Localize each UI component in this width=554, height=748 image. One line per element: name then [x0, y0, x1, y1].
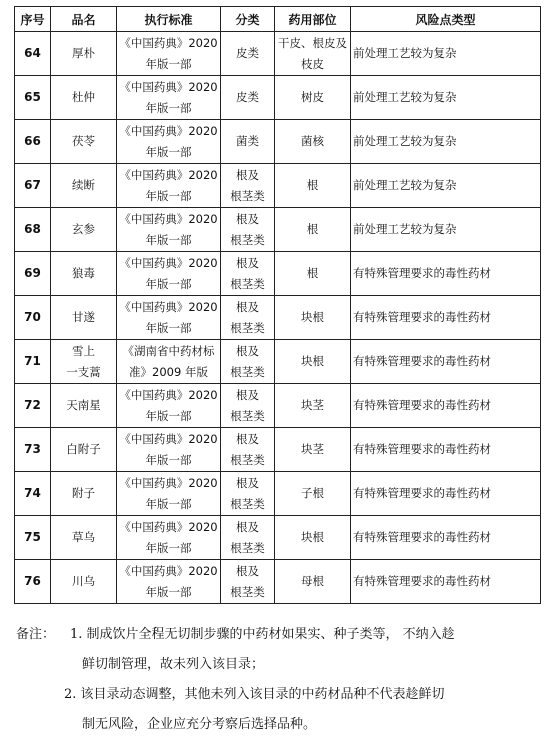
- note-2-text-a: 2. 该目录动态调整，其他未列入该目录的中药材品种不代表趁鲜切: [64, 687, 445, 702]
- note-1-line-2: [16, 650, 546, 680]
- header-part: 药用部位: [275, 7, 351, 32]
- cell-part: [275, 428, 351, 472]
- cell-standard: [117, 296, 221, 340]
- cell-standard-line: 《湖南省中药材标: [122, 343, 215, 358]
- cell-part: [275, 296, 351, 340]
- cell-name: [51, 120, 117, 164]
- cell-name: [51, 384, 117, 428]
- cell-part-line: 根: [306, 178, 319, 192]
- cell-part: [275, 120, 351, 164]
- cell-part-line: 块根: [301, 354, 324, 368]
- cell-part-line: 树皮: [301, 90, 324, 104]
- cell-name: [51, 472, 117, 516]
- cell-risk: 前处理工艺较为复杂: [351, 32, 541, 76]
- cell-category-line: 根及: [236, 299, 259, 314]
- cell-risk: 有特殊管理要求的毒性药材: [351, 560, 541, 604]
- cell-category-line: 根茎类: [230, 232, 265, 247]
- table-row: [15, 252, 541, 296]
- cell-category-line: 根及: [236, 387, 259, 402]
- cell-standard-line: 《中国药典》2020: [119, 431, 218, 446]
- cell-name-line: 天南星: [66, 398, 101, 412]
- cell-risk: 有特殊管理要求的毒性药材: [351, 340, 541, 384]
- note-2-line-1: [16, 680, 546, 710]
- cell-no: 67: [15, 164, 51, 208]
- header-name: 品名: [51, 7, 117, 32]
- cell-standard: [117, 516, 221, 560]
- table-body: [15, 32, 541, 604]
- cell-category: [221, 472, 275, 516]
- cell-no: 66: [15, 120, 51, 164]
- cell-name: [51, 32, 117, 76]
- cell-part-line: 根: [306, 266, 319, 280]
- cell-risk: 有特殊管理要求的毒性药材: [351, 472, 541, 516]
- cell-standard: [117, 120, 221, 164]
- cell-name: [51, 560, 117, 604]
- cell-standard: [117, 76, 221, 120]
- cell-standard-line: 《中国药典》2020: [119, 35, 218, 50]
- table-row: [15, 76, 541, 120]
- cell-category-line: 根茎类: [230, 408, 265, 423]
- cell-risk: 前处理工艺较为复杂: [351, 208, 541, 252]
- cell-standard: [117, 340, 221, 384]
- cell-risk: 有特殊管理要求的毒性药材: [351, 516, 541, 560]
- cell-category-line: 根及: [236, 431, 259, 446]
- note-1-text-a: 1. 制成饮片全程无切制步骤的中药材如果实、种子类等， 不纳入趁: [70, 627, 455, 642]
- cell-risk: 有特殊管理要求的毒性药材: [351, 384, 541, 428]
- cell-part-line: 根: [306, 222, 319, 236]
- note-2-text-b: 制无风险，企业应充分考察后选择品种。: [82, 717, 317, 732]
- table-row: [15, 384, 541, 428]
- cell-name: [51, 516, 117, 560]
- cell-name-line: 厚朴: [72, 46, 95, 60]
- cell-standard-line: 《中国药典》2020: [119, 79, 218, 94]
- cell-category-line: 根茎类: [230, 188, 265, 203]
- cell-standard-line: 《中国药典》2020: [119, 123, 218, 138]
- cell-standard: [117, 560, 221, 604]
- cell-risk: 前处理工艺较为复杂: [351, 120, 541, 164]
- cell-standard-line: 年版一部: [145, 276, 192, 291]
- header-risk: 风险点类型: [351, 7, 541, 32]
- cell-category: [221, 340, 275, 384]
- cell-standard-line: 《中国药典》2020: [119, 387, 218, 402]
- table-row: [15, 296, 541, 340]
- cell-part: [275, 340, 351, 384]
- cell-name-line: 杜仲: [72, 90, 95, 104]
- cell-no: 71: [15, 340, 51, 384]
- cell-category-line: 根及: [236, 211, 259, 226]
- cell-part: [275, 164, 351, 208]
- table-row: [15, 472, 541, 516]
- cell-name-line: 草乌: [72, 530, 95, 544]
- header-standard: 执行标准: [117, 7, 221, 32]
- cell-part: [275, 76, 351, 120]
- cell-part: [275, 208, 351, 252]
- cell-name: [51, 428, 117, 472]
- document: [14, 6, 540, 604]
- cell-part: [275, 472, 351, 516]
- cell-no: 73: [15, 428, 51, 472]
- table-row: [15, 32, 541, 76]
- cell-part-line: 块茎: [301, 442, 324, 456]
- cell-part-line: 菌核: [301, 134, 324, 148]
- cell-standard-line: 年版一部: [145, 408, 192, 423]
- note-1-text-b: 鲜切制管理，故未列入该目录；: [82, 657, 265, 672]
- cell-category-line: 根茎类: [230, 276, 265, 291]
- cell-risk: 有特殊管理要求的毒性药材: [351, 252, 541, 296]
- cell-standard-line: 《中国药典》2020: [119, 167, 218, 182]
- cell-category-line: 皮类: [236, 90, 259, 104]
- table-row: [15, 560, 541, 604]
- herb-table: [14, 6, 541, 604]
- cell-category-line: 根及: [236, 167, 259, 182]
- cell-standard-line: 年版一部: [145, 320, 192, 335]
- cell-category: [221, 164, 275, 208]
- cell-part-line: 干皮、根皮及: [278, 35, 347, 50]
- cell-standard: [117, 428, 221, 472]
- cell-no: 68: [15, 208, 51, 252]
- table-header-row: [15, 7, 541, 32]
- cell-no: 65: [15, 76, 51, 120]
- cell-category: [221, 428, 275, 472]
- cell-name: [51, 208, 117, 252]
- cell-name: [51, 76, 117, 120]
- cell-name: [51, 252, 117, 296]
- cell-standard-line: 准》2009 年版: [129, 364, 208, 379]
- cell-standard-line: 《中国药典》2020: [119, 299, 218, 314]
- cell-name-line: 附子: [72, 486, 95, 500]
- cell-name-line: 川乌: [72, 574, 95, 588]
- cell-category: [221, 32, 275, 76]
- table-row: [15, 208, 541, 252]
- cell-name-line: 狼毒: [72, 266, 95, 280]
- cell-risk: 有特殊管理要求的毒性药材: [351, 296, 541, 340]
- cell-standard: [117, 252, 221, 296]
- cell-category-line: 根及: [236, 343, 259, 358]
- cell-category: [221, 208, 275, 252]
- cell-category: [221, 120, 275, 164]
- cell-no: 74: [15, 472, 51, 516]
- cell-no: 69: [15, 252, 51, 296]
- cell-category-line: 根茎类: [230, 540, 265, 555]
- cell-standard: [117, 32, 221, 76]
- cell-category: [221, 252, 275, 296]
- note-2-line-2: [16, 710, 546, 740]
- cell-category-line: 根及: [236, 255, 259, 270]
- header-category: 分类: [221, 7, 275, 32]
- cell-standard-line: 年版一部: [145, 188, 192, 203]
- cell-name-line: 续断: [72, 178, 95, 192]
- cell-category-line: 根茎类: [230, 584, 265, 599]
- cell-category: [221, 384, 275, 428]
- cell-part: [275, 252, 351, 296]
- cell-name-line: 玄参: [72, 222, 95, 236]
- cell-no: 75: [15, 516, 51, 560]
- cell-standard: [117, 384, 221, 428]
- cell-category-line: 根茎类: [230, 320, 265, 335]
- cell-category-line: 根茎类: [230, 364, 265, 379]
- cell-standard: [117, 164, 221, 208]
- cell-category: [221, 296, 275, 340]
- cell-name-line: 甘遂: [72, 310, 95, 324]
- cell-category-line: 根及: [236, 519, 259, 534]
- cell-category-line: 根茎类: [230, 496, 265, 511]
- cell-category-line: 根及: [236, 563, 259, 578]
- cell-category-line: 根及: [236, 475, 259, 490]
- cell-standard: [117, 208, 221, 252]
- cell-part-line: 块茎: [301, 398, 324, 412]
- cell-standard-line: 年版一部: [145, 540, 192, 555]
- cell-standard-line: 年版一部: [145, 100, 192, 115]
- cell-standard-line: 年版一部: [145, 144, 192, 159]
- cell-standard-line: 年版一部: [145, 584, 192, 599]
- cell-part-line: 块根: [301, 530, 324, 544]
- note-1-line-1: [16, 620, 546, 650]
- cell-risk: 前处理工艺较为复杂: [351, 164, 541, 208]
- cell-part-line: 枝皮: [301, 56, 324, 71]
- cell-name: [51, 296, 117, 340]
- cell-name-line: 一支蒿: [66, 364, 101, 379]
- table-row: [15, 164, 541, 208]
- cell-category-line: 菌类: [236, 134, 259, 148]
- cell-standard-line: 年版一部: [145, 232, 192, 247]
- cell-part: [275, 560, 351, 604]
- cell-standard-line: 年版一部: [145, 56, 192, 71]
- cell-no: 76: [15, 560, 51, 604]
- cell-standard-line: 《中国药典》2020: [119, 255, 218, 270]
- cell-part-line: 块根: [301, 310, 324, 324]
- cell-risk: 有特殊管理要求的毒性药材: [351, 428, 541, 472]
- cell-part: [275, 516, 351, 560]
- cell-part-line: 母根: [301, 574, 324, 588]
- table-row: [15, 340, 541, 384]
- cell-category: [221, 560, 275, 604]
- table-row: [15, 516, 541, 560]
- table-row: [15, 120, 541, 164]
- cell-no: 72: [15, 384, 51, 428]
- cell-part-line: 子根: [301, 486, 324, 500]
- cell-category-line: 皮类: [236, 46, 259, 60]
- cell-no: 70: [15, 296, 51, 340]
- table-row: [15, 428, 541, 472]
- cell-part: [275, 32, 351, 76]
- cell-name-line: 白附子: [66, 442, 101, 456]
- cell-standard-line: 年版一部: [145, 496, 192, 511]
- cell-risk: 前处理工艺较为复杂: [351, 76, 541, 120]
- cell-name-line: 雪上: [72, 343, 95, 358]
- cell-category: [221, 516, 275, 560]
- cell-name: [51, 340, 117, 384]
- cell-standard-line: 《中国药典》2020: [119, 563, 218, 578]
- cell-no: 64: [15, 32, 51, 76]
- cell-standard-line: 《中国药典》2020: [119, 211, 218, 226]
- cell-standard-line: 《中国药典》2020: [119, 475, 218, 490]
- cell-category-line: 根茎类: [230, 452, 265, 467]
- cell-standard: [117, 472, 221, 516]
- cell-standard-line: 《中国药典》2020: [119, 519, 218, 534]
- cell-name-line: 茯苓: [72, 134, 95, 148]
- header-no: 序号: [15, 7, 51, 32]
- cell-part: [275, 384, 351, 428]
- notes-prefix: 备注：: [16, 627, 56, 642]
- notes: [16, 620, 546, 740]
- cell-category: [221, 76, 275, 120]
- cell-standard-line: 年版一部: [145, 452, 192, 467]
- cell-name: [51, 164, 117, 208]
